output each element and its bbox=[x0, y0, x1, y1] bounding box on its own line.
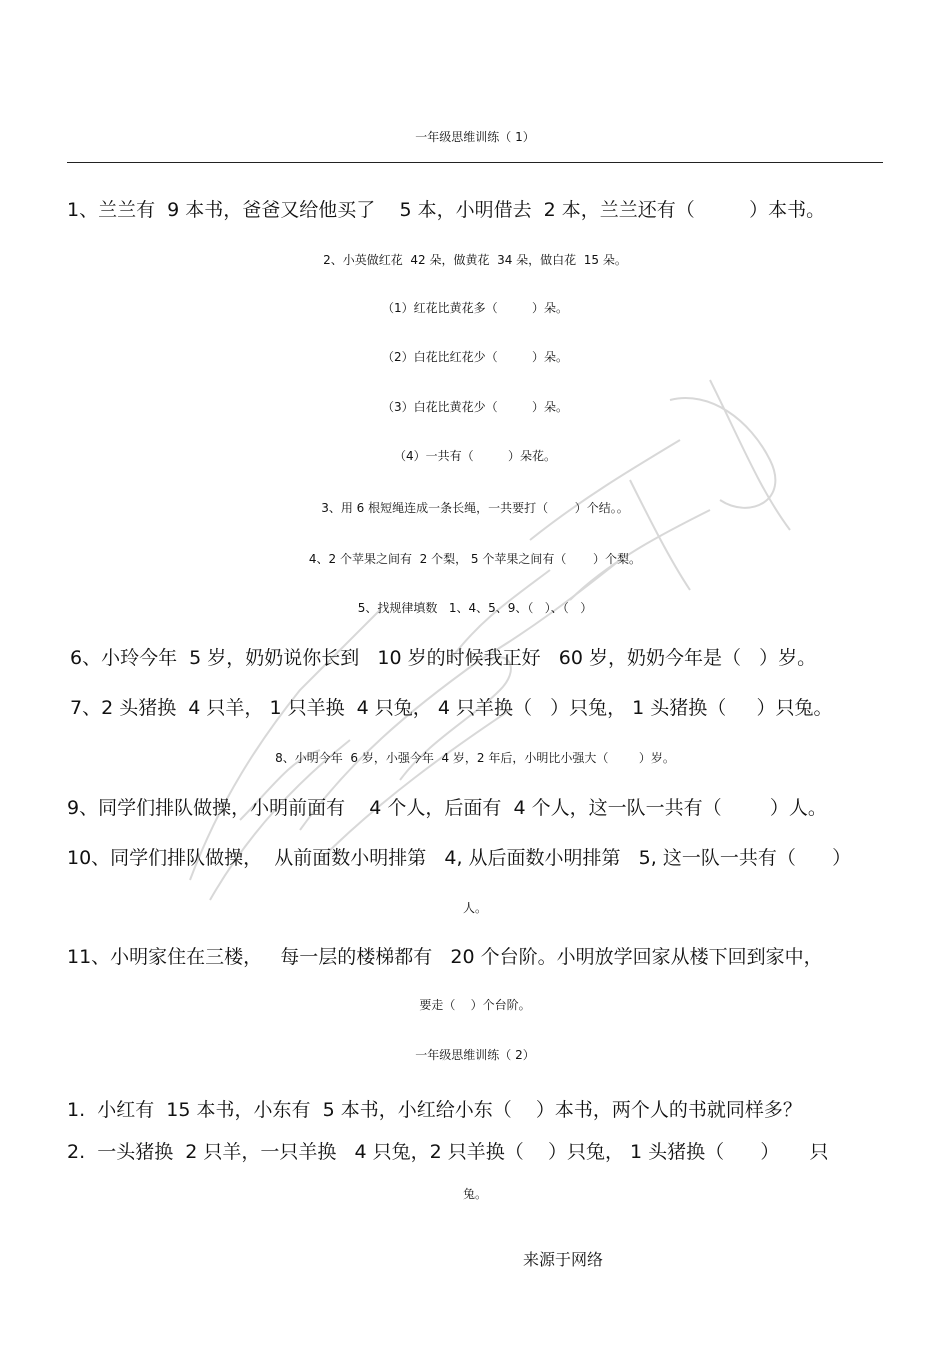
question-2-part-2: （2）白花比红花少（ ）朵。 bbox=[382, 350, 568, 364]
question-7: 7、2 头猪换 4 只羊， 1 只羊换 4 只兔， 4 只羊换（ ）只兔， 1 头猪换（ ）只兔。 bbox=[70, 697, 833, 719]
section1-title: 一年级思维训练（ 1） bbox=[415, 130, 535, 144]
question-5: 5、找规律填数 1、4、5、9、（ ）、（ ） bbox=[357, 601, 593, 615]
section2-question-1: 1. 小红有 15 本书，小东有 5 本书，小红给小东（ ）本书，两个人的书就同样多？ bbox=[67, 1099, 802, 1121]
question-2-part-3: （3）白花比黄花少（ ）朵。 bbox=[382, 400, 568, 414]
section2-question-2-line-2: 兔。 bbox=[462, 1187, 487, 1201]
question-2-part-1: （1）红花比黄花多（ ）朵。 bbox=[382, 301, 568, 315]
section2-question-2-line-1: 2. 一头猪换 2 只羊，一只羊换 4 只兔，2 只羊换（ ）只兔， 1 头猪换（ ） 只 bbox=[67, 1141, 829, 1163]
question-1: 1、兰兰有 9 本书，爸爸又给他买了 5 本，小明借去 2 本，兰兰还有（ ）本书。 bbox=[67, 199, 826, 221]
question-11-line-1: 11、小明家住在三楼， 每一层的楼梯都有 20 个台阶。小明放学回家从楼下回到家中， bbox=[67, 946, 823, 968]
question-8: 8、小明今年 6 岁，小强今年 4 岁，2 年后，小明比小强大（ ）岁。 bbox=[275, 751, 675, 765]
question-9: 9、同学们排队做操，小明前面有 4 个人，后面有 4 个人，这一队一共有（ ）人。 bbox=[67, 797, 827, 819]
question-4: 4、2 个苹果之间有 2 个梨， 5 个苹果之间有（ ）个梨。 bbox=[308, 552, 642, 566]
question-10-line-1: 10、同学们排队做操， 从前面数小明排第 4, 从后面数小明排第 5, 这一队一共有（ ） bbox=[67, 847, 852, 869]
footer-source: 来源于网络 bbox=[523, 1250, 604, 1269]
question-6: 6、小玲今年 5 岁，奶奶说你长到 10 岁的时候我正好 60 岁，奶奶今年是（ ）岁。 bbox=[70, 647, 817, 669]
question-3: 3、用 6 根短绳连成一条长绳，一共要打（ ）个结。。 bbox=[321, 501, 629, 515]
question-2: 2、小英做红花 42 朵，做黄花 34 朵，做白花 15 朵。 bbox=[323, 253, 627, 267]
section2-title: 一年级思维训练（ 2） bbox=[415, 1048, 535, 1062]
title-divider bbox=[67, 162, 883, 163]
question-2-part-4: （4）一共有（ ）朵花。 bbox=[394, 449, 556, 463]
question-11-line-2: 要走（ ）个台阶。 bbox=[419, 998, 531, 1012]
question-10-line-2: 人。 bbox=[462, 901, 487, 915]
